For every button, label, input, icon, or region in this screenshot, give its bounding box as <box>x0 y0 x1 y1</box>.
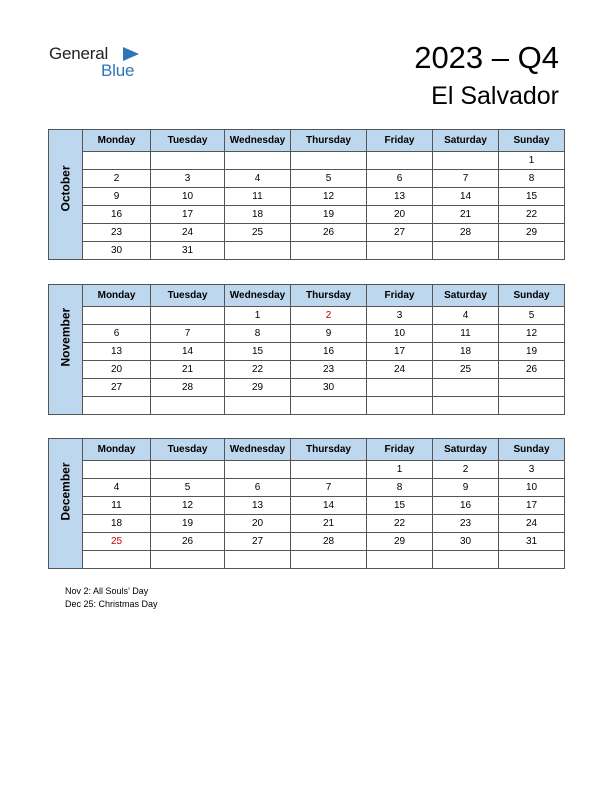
day-cell: 5 <box>499 307 565 325</box>
day-cell <box>291 397 367 415</box>
day-cell: 29 <box>225 379 291 397</box>
day-cell: 14 <box>151 343 225 361</box>
weekday-header: Tuesday <box>151 439 225 461</box>
weekday-header: Thursday <box>291 439 367 461</box>
day-cell <box>83 397 151 415</box>
day-cell: 26 <box>499 361 565 379</box>
day-cell <box>499 551 565 569</box>
day-cell: 20 <box>225 515 291 533</box>
weekday-header: Sunday <box>499 285 565 307</box>
holiday-note: Nov 2: All Souls’ Day <box>65 586 149 596</box>
day-cell: 28 <box>433 224 499 242</box>
day-cell <box>433 397 499 415</box>
day-cell: 21 <box>433 206 499 224</box>
week-row <box>49 461 565 479</box>
weekday-header: Thursday <box>291 285 367 307</box>
day-cell: 26 <box>151 533 225 551</box>
week-row <box>49 224 565 242</box>
logo-blue-text: Blue <box>101 61 135 80</box>
month-table-december <box>48 438 565 569</box>
day-cell: 28 <box>151 379 225 397</box>
week-row <box>49 479 565 497</box>
day-cell: 20 <box>83 361 151 379</box>
day-cell <box>291 461 367 479</box>
day-cell: 31 <box>499 533 565 551</box>
day-cell: 18 <box>83 515 151 533</box>
day-cell: 5 <box>291 170 367 188</box>
day-cell: 27 <box>367 224 433 242</box>
holiday-note: Dec 25: Christmas Day <box>65 599 158 609</box>
day-cell: 17 <box>499 497 565 515</box>
day-cell: 23 <box>433 515 499 533</box>
day-cell: 2 <box>83 170 151 188</box>
day-cell: 23 <box>83 224 151 242</box>
week-row <box>49 397 565 415</box>
month-label-cell <box>49 439 83 569</box>
day-cell <box>367 379 433 397</box>
day-cell: 8 <box>225 325 291 343</box>
day-cell: 1 <box>499 152 565 170</box>
day-cell: 10 <box>151 188 225 206</box>
weekday-header: Monday <box>83 439 151 461</box>
week-row <box>49 307 565 325</box>
day-cell: 1 <box>225 307 291 325</box>
day-cell <box>291 242 367 260</box>
day-cell: 3 <box>499 461 565 479</box>
week-row <box>49 343 565 361</box>
week-row <box>49 533 565 551</box>
day-cell: 20 <box>367 206 433 224</box>
weekday-header: Saturday <box>433 285 499 307</box>
weekday-header: Wednesday <box>225 130 291 152</box>
day-cell: 7 <box>291 479 367 497</box>
day-cell: 6 <box>83 325 151 343</box>
month-label-cell <box>49 130 83 260</box>
day-cell <box>225 242 291 260</box>
day-cell: 5 <box>151 479 225 497</box>
weekday-header: Wednesday <box>225 285 291 307</box>
month-label-cell <box>49 285 83 415</box>
day-cell: 13 <box>83 343 151 361</box>
day-cell <box>499 242 565 260</box>
week-row <box>49 325 565 343</box>
day-cell: 18 <box>225 206 291 224</box>
day-cell: 19 <box>499 343 565 361</box>
day-cell: 8 <box>499 170 565 188</box>
day-cell <box>225 461 291 479</box>
day-cell: 17 <box>367 343 433 361</box>
day-cell: 30 <box>433 533 499 551</box>
day-cell: 29 <box>367 533 433 551</box>
week-row <box>49 170 565 188</box>
day-cell <box>433 551 499 569</box>
day-cell: 9 <box>291 325 367 343</box>
day-cell: 11 <box>225 188 291 206</box>
day-cell: 7 <box>151 325 225 343</box>
day-cell: 10 <box>499 479 565 497</box>
month-name: October <box>58 164 73 211</box>
day-cell <box>433 152 499 170</box>
day-cell: 1 <box>367 461 433 479</box>
day-cell: 27 <box>83 379 151 397</box>
day-cell: 14 <box>433 188 499 206</box>
day-cell <box>367 152 433 170</box>
week-row <box>49 152 565 170</box>
month-name: December <box>58 461 73 520</box>
day-cell: 15 <box>499 188 565 206</box>
day-cell: 21 <box>291 515 367 533</box>
day-cell: 6 <box>225 479 291 497</box>
logo-general-text: General <box>49 44 109 63</box>
day-cell <box>291 152 367 170</box>
day-cell: 11 <box>433 325 499 343</box>
day-cell: 3 <box>151 170 225 188</box>
week-row <box>49 242 565 260</box>
day-cell: 8 <box>367 479 433 497</box>
day-cell <box>433 379 499 397</box>
day-cell: 11 <box>83 497 151 515</box>
day-cell <box>225 152 291 170</box>
day-cell: 9 <box>83 188 151 206</box>
weekday-header: Tuesday <box>151 130 225 152</box>
logo <box>49 44 149 84</box>
day-cell: 10 <box>367 325 433 343</box>
day-cell <box>83 307 151 325</box>
day-cell: 7 <box>433 170 499 188</box>
day-cell: 16 <box>433 497 499 515</box>
day-cell <box>225 551 291 569</box>
day-cell: 12 <box>151 497 225 515</box>
day-cell: 19 <box>151 515 225 533</box>
day-cell: 30 <box>291 379 367 397</box>
day-cell: 14 <box>291 497 367 515</box>
day-cell: 25 <box>225 224 291 242</box>
day-cell: 15 <box>225 343 291 361</box>
weekday-header: Sunday <box>499 130 565 152</box>
weekday-header: Monday <box>83 285 151 307</box>
day-cell: 21 <box>151 361 225 379</box>
day-cell: 12 <box>499 325 565 343</box>
day-cell <box>83 461 151 479</box>
weekday-header: Saturday <box>433 439 499 461</box>
week-row <box>49 551 565 569</box>
day-cell: 27 <box>225 533 291 551</box>
week-row <box>49 379 565 397</box>
month-table-november <box>48 284 565 415</box>
day-cell: 6 <box>367 170 433 188</box>
day-cell: 16 <box>83 206 151 224</box>
weekday-header: Thursday <box>291 130 367 152</box>
day-cell: 28 <box>291 533 367 551</box>
holiday-day-cell: 2 <box>291 307 367 325</box>
weekday-header: Wednesday <box>225 439 291 461</box>
day-cell <box>291 551 367 569</box>
day-cell <box>367 242 433 260</box>
day-cell <box>499 397 565 415</box>
day-cell: 24 <box>367 361 433 379</box>
holiday-day-cell: 25 <box>83 533 151 551</box>
day-cell: 24 <box>499 515 565 533</box>
month-table-october <box>48 129 565 260</box>
weekday-header: Saturday <box>433 130 499 152</box>
day-cell <box>225 397 291 415</box>
day-cell <box>151 397 225 415</box>
day-cell: 16 <box>291 343 367 361</box>
day-cell: 15 <box>367 497 433 515</box>
weekday-header: Friday <box>367 285 433 307</box>
day-cell: 26 <box>291 224 367 242</box>
day-cell <box>433 242 499 260</box>
day-cell: 31 <box>151 242 225 260</box>
day-cell: 25 <box>433 361 499 379</box>
day-cell: 2 <box>433 461 499 479</box>
week-row <box>49 497 565 515</box>
country-name: El Salvador <box>431 82 559 110</box>
day-cell: 4 <box>225 170 291 188</box>
day-cell <box>151 461 225 479</box>
day-cell: 4 <box>433 307 499 325</box>
day-cell: 30 <box>83 242 151 260</box>
weekday-header: Sunday <box>499 439 565 461</box>
day-cell <box>151 307 225 325</box>
day-cell: 18 <box>433 343 499 361</box>
day-cell <box>367 397 433 415</box>
day-cell: 22 <box>499 206 565 224</box>
day-cell <box>499 379 565 397</box>
day-cell: 22 <box>225 361 291 379</box>
holiday-notes <box>65 585 158 611</box>
weekday-header: Friday <box>367 130 433 152</box>
week-row <box>49 206 565 224</box>
day-cell <box>83 551 151 569</box>
day-cell: 13 <box>367 188 433 206</box>
day-cell: 19 <box>291 206 367 224</box>
logo-flag-icon <box>123 47 139 61</box>
day-cell: 29 <box>499 224 565 242</box>
day-cell <box>151 152 225 170</box>
day-cell: 3 <box>367 307 433 325</box>
day-cell <box>151 551 225 569</box>
week-row <box>49 188 565 206</box>
weekday-header: Monday <box>83 130 151 152</box>
day-cell: 17 <box>151 206 225 224</box>
day-cell: 12 <box>291 188 367 206</box>
weekday-header: Friday <box>367 439 433 461</box>
day-cell: 13 <box>225 497 291 515</box>
weekday-header: Tuesday <box>151 285 225 307</box>
day-cell: 24 <box>151 224 225 242</box>
day-cell <box>367 551 433 569</box>
month-name: November <box>58 307 73 366</box>
day-cell: 4 <box>83 479 151 497</box>
day-cell: 9 <box>433 479 499 497</box>
week-row <box>49 515 565 533</box>
page-title: 2023 – Q4 <box>414 40 559 75</box>
week-row <box>49 361 565 379</box>
day-cell: 22 <box>367 515 433 533</box>
day-cell <box>83 152 151 170</box>
day-cell: 23 <box>291 361 367 379</box>
